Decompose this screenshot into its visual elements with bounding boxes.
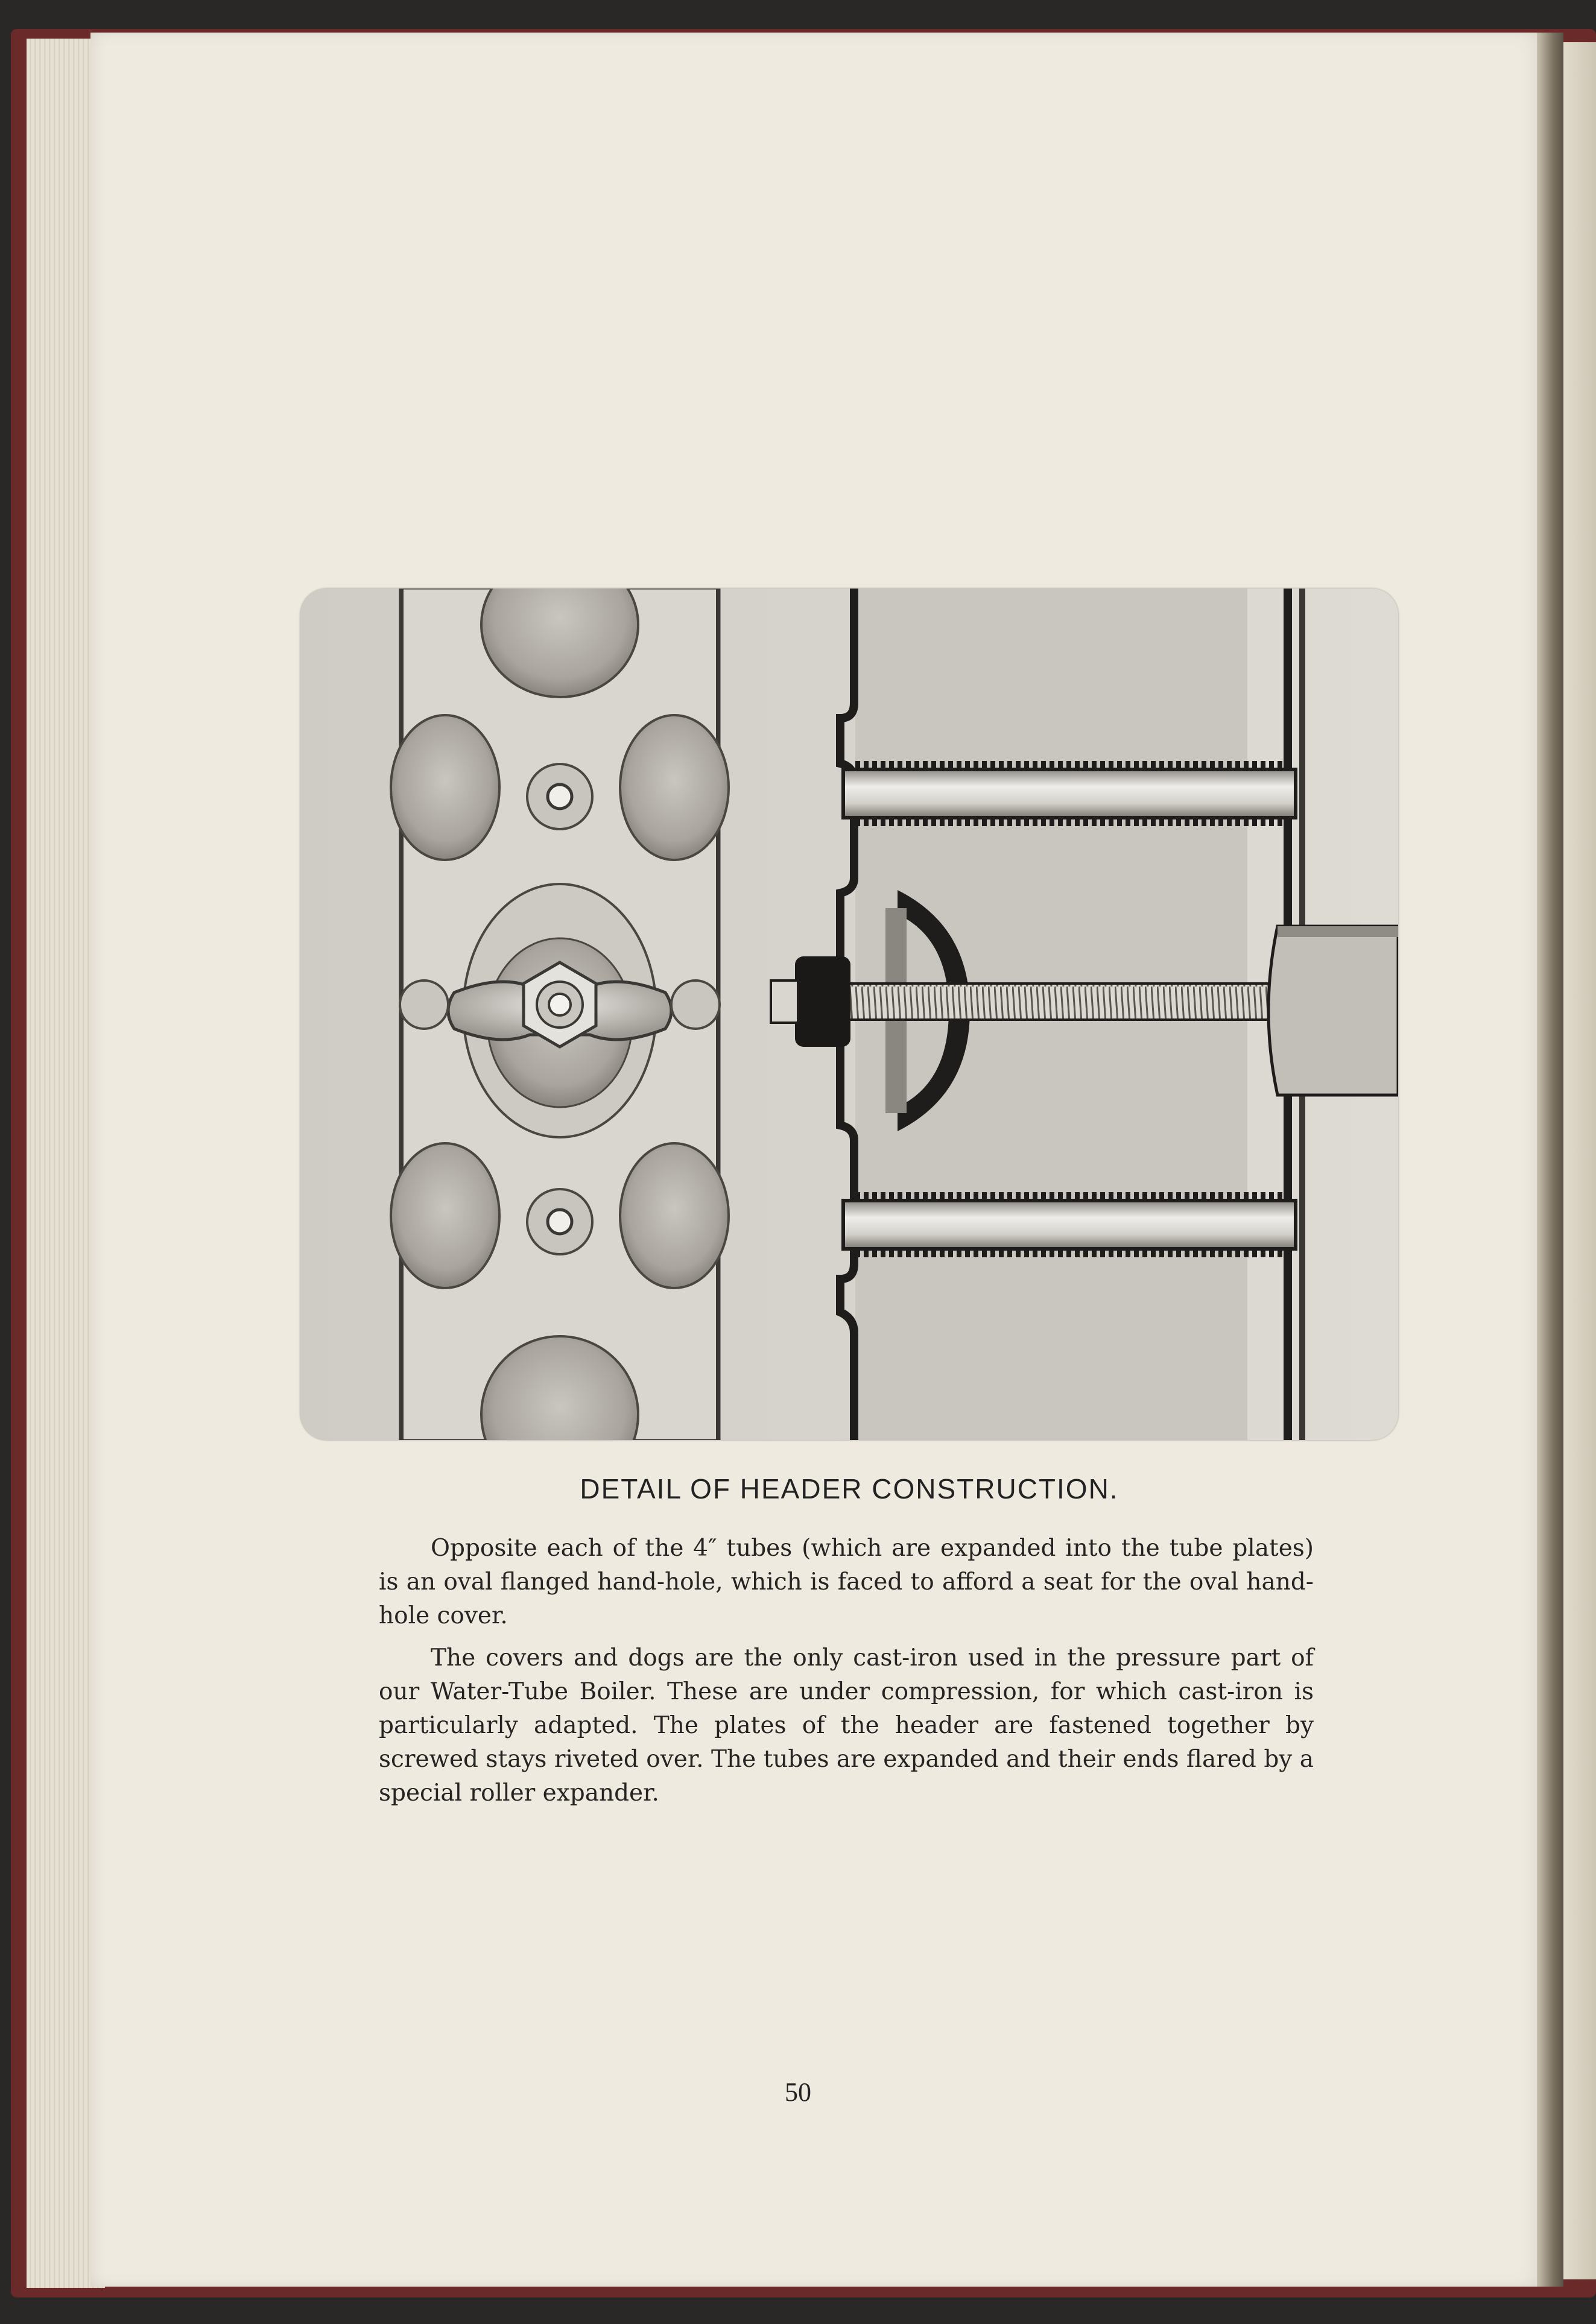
body-paragraph-1: Opposite each of the 4″ tubes (which are expanded into the tube plates) is an oval flanged hand-hole, which is faced to afford a seat for the oval hand-hole cover. xyxy=(379,1535,1314,1629)
page-number: 50 xyxy=(785,2077,811,2107)
figure-caption: DETAIL OF HEADER CONSTRUCTION. xyxy=(580,1473,1119,1505)
body-paragraph-2: The covers and dogs are the only cast-iron used in the pressure part of our Water-Tube Boiler. These are under compression, for which cast-iron is particularly adapted. The plates of the header are fastened together by screwed stays riveted over. The tubes are expanded and their ends flared by a special roller expander. xyxy=(379,1644,1314,1807)
header-front-view xyxy=(391,589,729,1440)
facing-page-edge xyxy=(1563,42,1596,2279)
book-gutter xyxy=(1537,33,1563,2287)
header-construction-illustration xyxy=(300,589,1398,1440)
header-section-view xyxy=(771,589,1398,1440)
